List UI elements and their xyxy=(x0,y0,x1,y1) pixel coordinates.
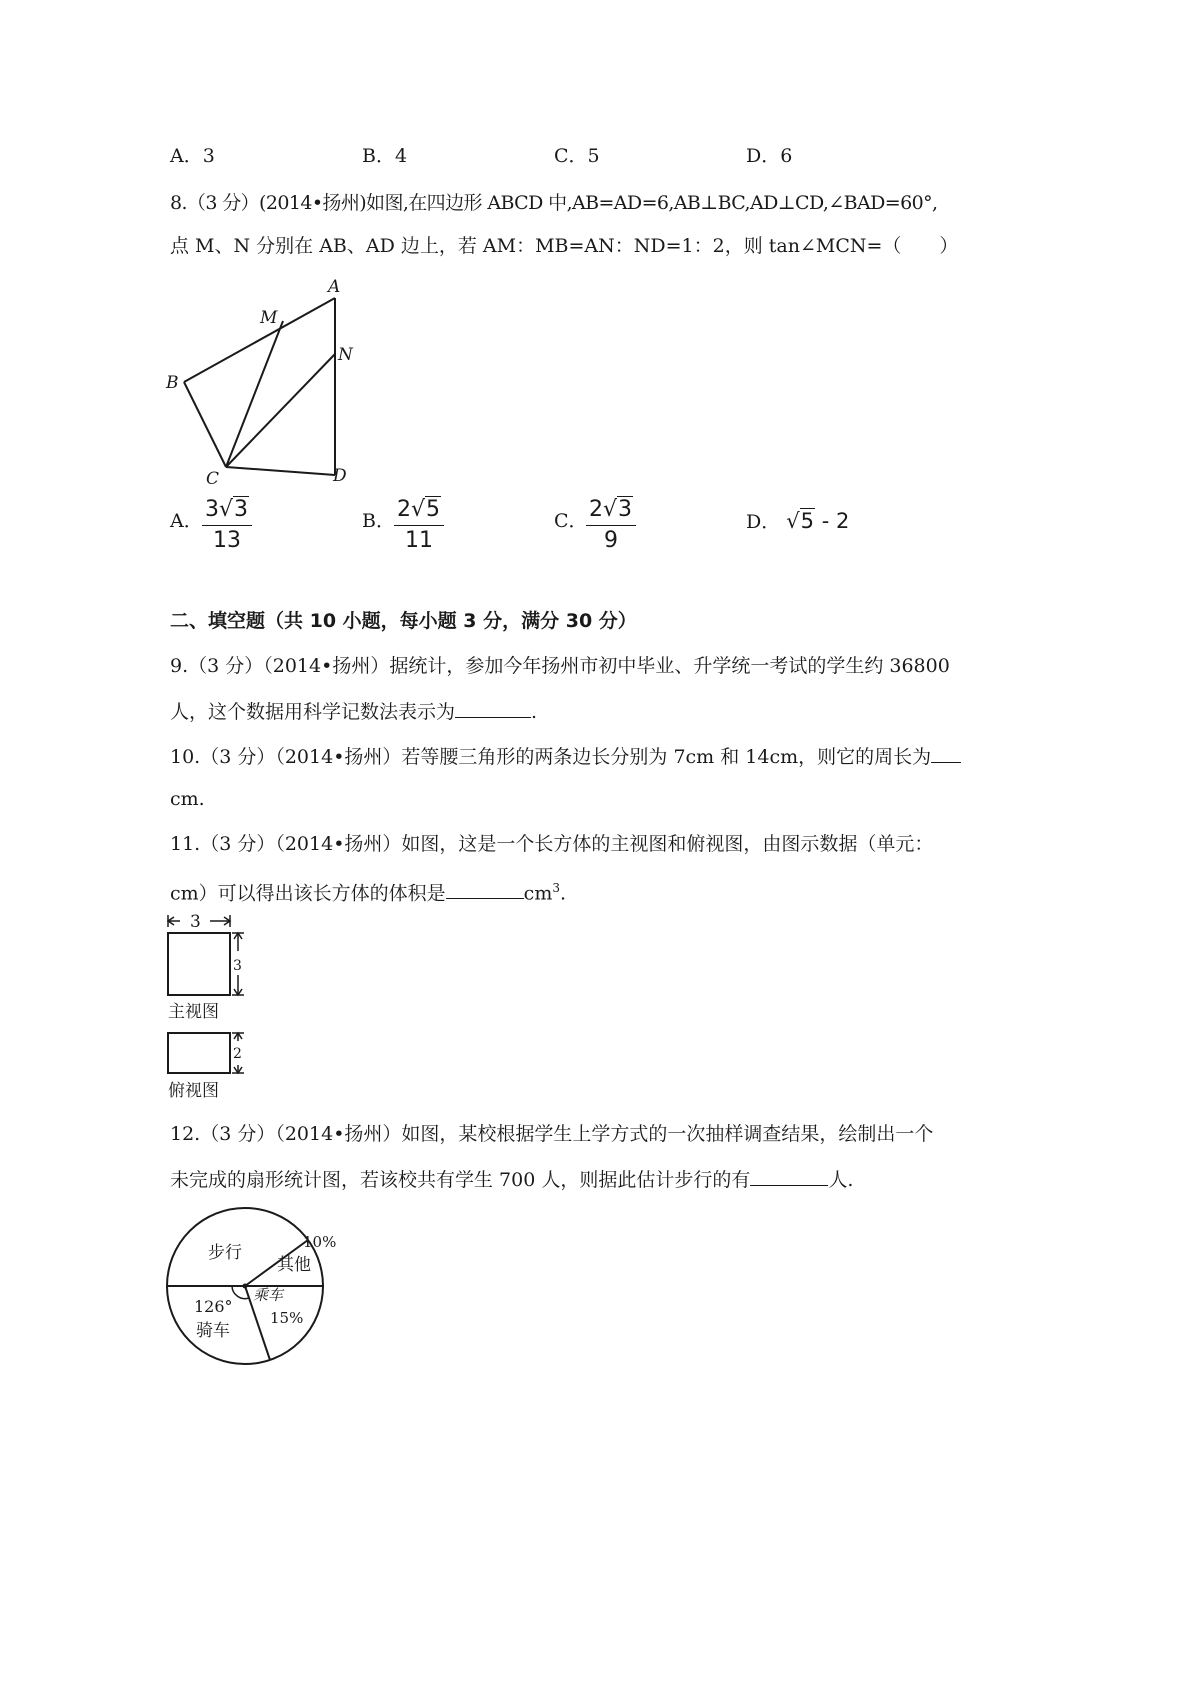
q10-question-line2: cm. xyxy=(170,788,205,810)
section-heading: 二、填空题（共 10 小题，每小题 3 分，满分 30 分） xyxy=(170,610,637,632)
label-walk: 步行 xyxy=(208,1243,242,1263)
label-other-percent: 10% xyxy=(303,1233,337,1251)
top-view-rectangle xyxy=(168,1033,230,1073)
label-d: D xyxy=(333,466,347,486)
height-label: 3 xyxy=(233,958,242,974)
q10-answer-blank[interactable] xyxy=(931,742,961,763)
segment-cn xyxy=(226,354,335,467)
q8-question-line1: 8.（3 分）(2014•扬州)如图,在四边形 ABCD 中,AB=AD=6,AB⊥BC,AD⊥CD,∠BAD=60°, xyxy=(170,192,938,214)
q7-option-d[interactable]: D．6 xyxy=(746,145,793,167)
q8-question-line2: 点 M、N 分别在 AB、AD 边上，若 AM：MB=AN：ND=1：2，则 tan∠MCN=（ ） xyxy=(170,235,959,257)
q11-question-line2: cm）可以得出该长方体的体积是 $cm^3$. xyxy=(170,875,566,906)
q8-quadrilateral-figure xyxy=(160,270,380,490)
segment-dc xyxy=(226,467,335,475)
q11-cuboid-views-figure xyxy=(160,905,270,1105)
front-view-square xyxy=(168,933,230,995)
q8-option-b-letter[interactable]: B． xyxy=(362,510,395,532)
width-label: 3 xyxy=(190,912,201,932)
q8-option-b-fraction: 2√5 11 xyxy=(394,496,444,555)
label-m: M xyxy=(260,308,278,328)
q9-question-line2: 人，这个数据用科学记数法表示为 . xyxy=(170,697,537,725)
label-bike: 骑车 xyxy=(196,1321,230,1341)
q12-question-line2: 未完成的扇形统计图，若该校共有学生 700 人，则据此估计步行的有 人. xyxy=(170,1165,853,1193)
q11-answer-blank[interactable] xyxy=(446,878,524,899)
label-a: A xyxy=(328,277,341,297)
label-n: N xyxy=(338,345,353,365)
label-bus: 乘车 xyxy=(253,1286,284,1304)
depth-label: 2 xyxy=(233,1046,242,1062)
q8-option-c-letter[interactable]: C． xyxy=(554,510,588,532)
front-view-caption: 主视图 xyxy=(168,1002,219,1022)
segment-cb xyxy=(184,382,226,467)
q8-option-a-fraction: 3√3 13 xyxy=(202,496,252,555)
q7-option-a[interactable]: A．3 xyxy=(170,145,215,167)
q8-option-c-fraction: 2√3 9 xyxy=(586,496,636,555)
q8-option-a-letter[interactable]: A． xyxy=(170,510,203,532)
q12-question-line1: 12.（3 分）（2014•扬州）如图，某校根据学生上学方式的一次抽样调查结果，绘制出一个 xyxy=(170,1123,934,1145)
label-bus-percent: 15% xyxy=(270,1309,304,1327)
q12-pie-chart-figure xyxy=(160,1200,360,1375)
label-c: C xyxy=(206,469,220,489)
q7-option-c[interactable]: C．5 xyxy=(554,145,600,167)
label-b: B xyxy=(166,373,179,393)
q8-option-d[interactable]: D． √5 - 2 xyxy=(746,509,850,533)
q9-question-line1: 9.（3 分）（2014•扬州）据统计，参加今年扬州市初中毕业、升学统一考试的学生约 36800 xyxy=(170,655,950,677)
label-other: 其他 xyxy=(277,1255,311,1275)
q10-question-line1: 10.（3 分）（2014•扬州）若等腰三角形的两条边长分别为 7cm 和 14cm，则它的周长为 xyxy=(170,742,961,770)
q12-answer-blank[interactable] xyxy=(750,1165,828,1186)
q7-option-b[interactable]: B．4 xyxy=(362,145,408,167)
q11-question-line1: 11.（3 分）（2014•扬州）如图，这是一个长方体的主视图和俯视图，由图示数据（单元： xyxy=(170,833,934,855)
top-view-caption: 俯视图 xyxy=(168,1081,219,1101)
q9-answer-blank[interactable] xyxy=(455,697,531,718)
label-bike-degree: 126° xyxy=(194,1297,233,1316)
